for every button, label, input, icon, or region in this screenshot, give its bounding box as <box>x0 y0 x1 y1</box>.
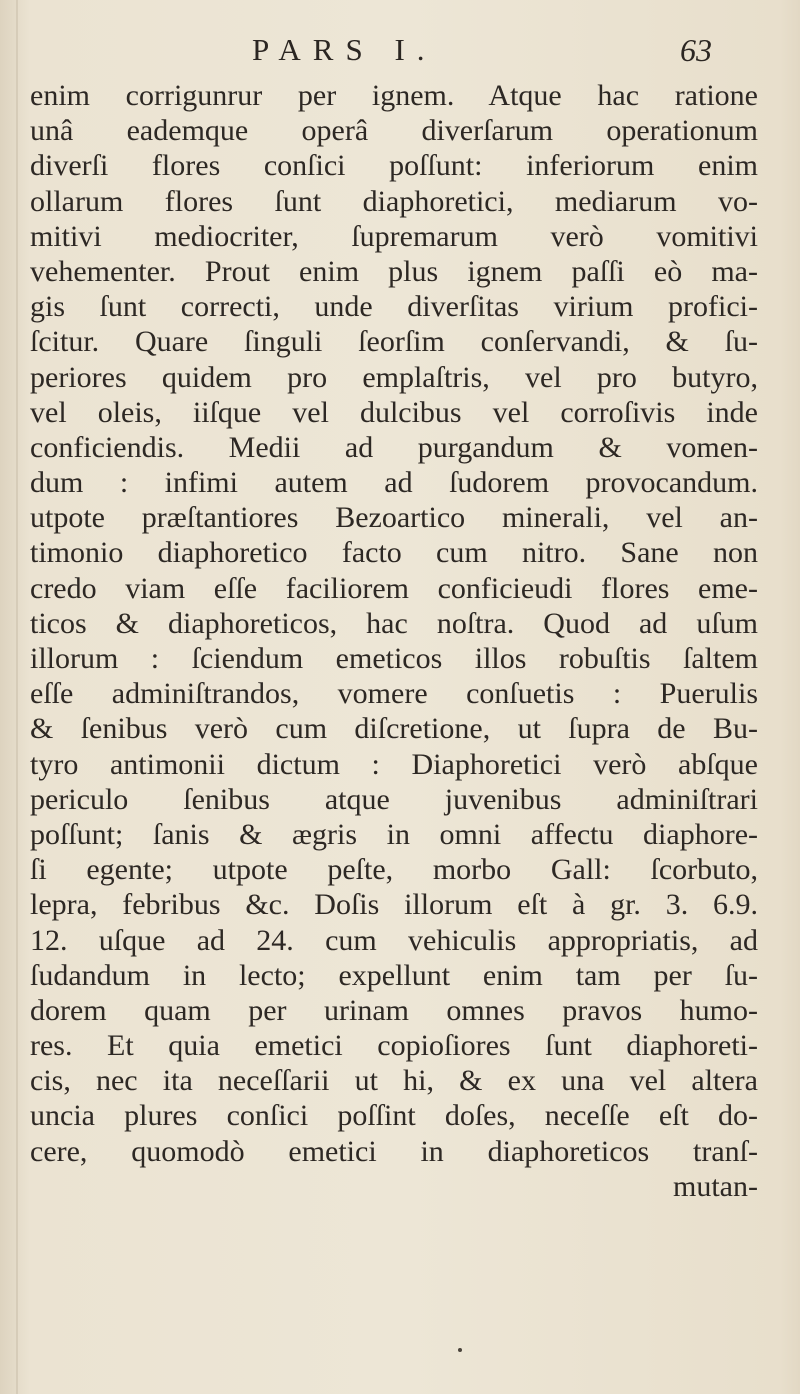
text-line: vel oleis, iiſque vel dulcibus vel corroſivis inde <box>30 395 758 429</box>
text-line: credo viam eſſe faciliorem conficieudi flores eme- <box>30 571 758 605</box>
text-line: cis, nec ita neceſſarii ut hi, & ex una vel altera <box>30 1064 758 1098</box>
page-number: 63 <box>680 32 712 68</box>
text-line: ſi egente; utpote peſte, morbo Gall: ſcorbuto, <box>30 853 758 887</box>
running-head <box>0 28 800 78</box>
text-line: diverſi flores conſici poſſunt: inferiorum enim <box>30 149 758 183</box>
text-line: ollarum flores ſunt diaphoretici, mediarum vo- <box>30 184 758 218</box>
text-line: unâ eademque operâ diverſarum operationum <box>30 114 758 148</box>
text-line: vehementer. Prout enim plus ignem paſſi eò ma- <box>30 254 758 288</box>
ink-speck <box>458 1348 462 1352</box>
text-line: & ſenibus verò cum diſcretione, ut ſupra de Bu- <box>30 712 758 746</box>
text-line: illorum : ſciendum emeticos illos robuſtis ſaltem <box>30 642 758 675</box>
text-line: dorem quam per urinam omnes pravos humo- <box>30 993 758 1027</box>
text-line: mitivi mediocriter, ſupremarum verò vomitivi <box>30 219 758 253</box>
text-line: utpote præſtantiores Bezoartico minerali, vel an- <box>30 501 758 535</box>
gutter-fold <box>16 0 18 1394</box>
text-line: cere, quomodò emetici in diaphoreticos tranſ- <box>30 1134 758 1168</box>
text-line: eſſe adminiſtrandos, vomere conſuetis : Puerulis <box>30 677 758 711</box>
text-line: res. Et quia emetici copioſiores ſunt diaphoreti- <box>30 1029 758 1063</box>
text-line: 12. uſque ad 24. cum vehiculis appropriatis, ad <box>30 923 758 957</box>
catchword: mutan- <box>673 1169 758 1203</box>
text-line: conficiendis. Medii ad purgandum & vomen- <box>30 430 758 464</box>
text-line: ſudandum in lecto; expellunt enim tam per ſu- <box>30 958 758 992</box>
text-line: periores quidem pro emplaſtris, vel pro butyro, <box>30 360 758 394</box>
text-line: poſſunt; ſanis & ægris in omni affectu diaphore- <box>30 817 758 851</box>
text-line: lepra, febribus &c. Doſis illorum eſt à gr. 3. 6.9. <box>30 888 758 922</box>
text-line: ſcitur. Quare ſinguli ſeorſim conſervandi, & ſu- <box>30 325 758 359</box>
text-line: ticos & diaphoreticos, hac noſtra. Quod ad uſum <box>30 606 758 640</box>
text-line: uncia plures conſici poſſint doſes, neceſſe eſt do- <box>30 1099 758 1133</box>
text-line: dum : infimi autem ad ſudorem provocandum. <box>30 466 758 500</box>
text-line: enim corrigunrur per ignem. Atque hac ratione <box>30 79 758 112</box>
running-title: PARS I. <box>252 32 437 67</box>
text-line: gis ſunt correcti, unde diverſitas virium profici- <box>30 290 758 324</box>
body-text <box>30 78 758 1204</box>
text-line: tyro antimonii dictum : Diaphoretici verò abſque <box>30 747 758 781</box>
text-line: timonio diaphoretico facto cum nitro. Sane non <box>30 536 758 570</box>
text-line: periculo ſenibus atque juvenibus adminiſtrari <box>30 782 758 816</box>
